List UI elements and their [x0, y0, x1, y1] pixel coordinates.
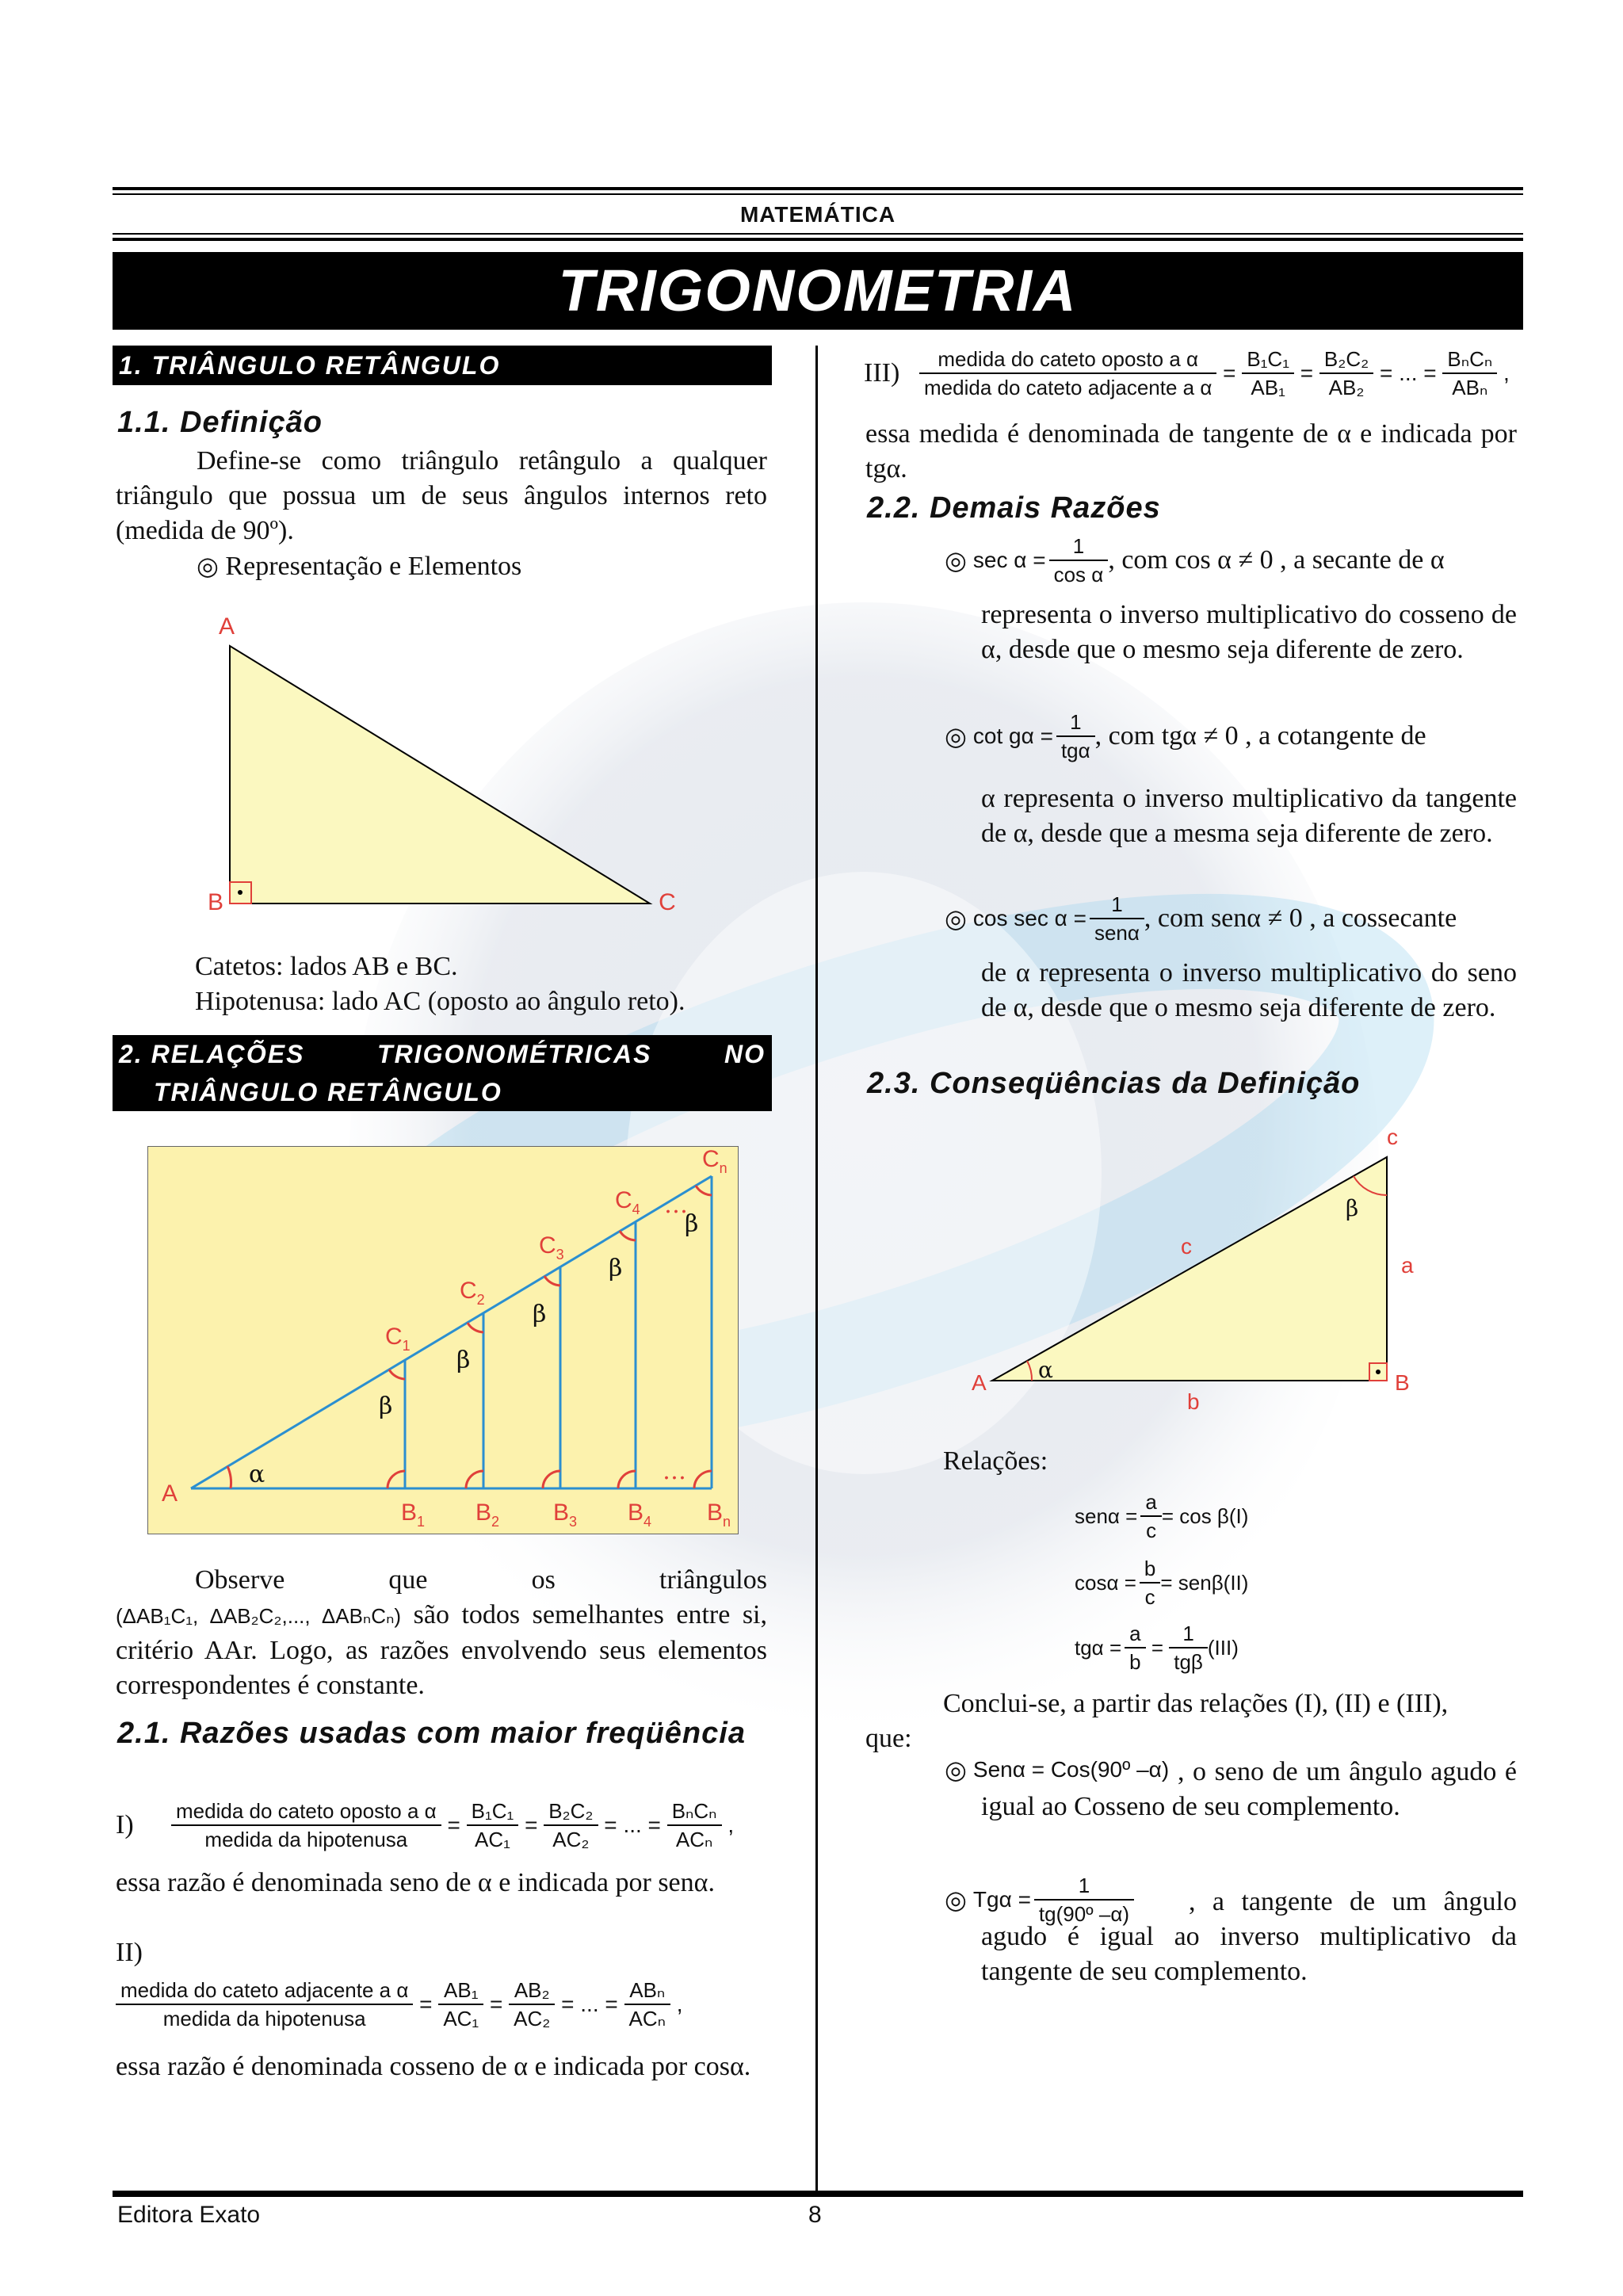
observe-math: (ΔAB₁C₁, ΔAB₂C₂,..., ΔABₙCₙ) [116, 1604, 402, 1628]
cotangent-text: α representa o inverso multiplicativo da tangente de α, desde que a mesma seja diferente de zero. [981, 784, 1517, 848]
fig2-cn: $C_n$ [702, 1146, 727, 1176]
cosecant-item: ◎ cos sec α = $\frac{1}{\text{senα}}$ , com senα ≠ 0 , a cossecante [945, 892, 1457, 945]
secant-text: representa o inverso multiplicativo do cosseno de α, desde que o mesmo seja diferente de zero. [981, 600, 1517, 664]
fig2-b2: $B_2$ [475, 1499, 500, 1530]
header-rule-top-thin [113, 193, 1523, 195]
fig2-b1: $B_1$ [401, 1499, 426, 1530]
subsection-2-1-title: 2.1. Razões usadas com maior freqüência [117, 1717, 746, 1750]
relacoes-label: Relações: [943, 1446, 1048, 1476]
section-title: TRIÂNGULO RETÂNGULO [151, 351, 501, 380]
fig2-beta-1: β [379, 1392, 393, 1420]
subsection-2-2-title: 2.2. Demais Razões [867, 491, 1161, 525]
page-title: TRIGONOMETRIA [113, 252, 1523, 330]
abc-beta: β [1346, 1195, 1359, 1221]
definition-text: Define-se como triângulo retângulo a qualquer triângulo que possua um de seus ângulos internos reto (medida de 90º). [116, 446, 767, 545]
header-rule-mid-thick [113, 238, 1523, 241]
fig2-c1: $C_1$ [385, 1324, 411, 1354]
fig2-c3: $C_3$ [539, 1232, 564, 1263]
header-rule-top [113, 187, 1523, 190]
vertex-c-label: C [659, 889, 676, 915]
conclui-text: Conclui-se, a partir das relações (I), (II) e (III), [943, 1689, 1449, 1718]
observe-line1: Observe que os triângulos [195, 1565, 767, 1595]
representation-line [197, 548, 521, 584]
section-2-title-line1: RELAÇÕES TRIGONOMÉTRICAS NO [151, 1040, 766, 1068]
ratio-num: medida do cateto adjacente a α [116, 1977, 413, 2005]
fig2-b4: $B_4$ [628, 1499, 652, 1530]
page-number: 8 [808, 2202, 822, 2228]
section-2-title-line2: TRIÂNGULO RETÂNGULO [154, 1078, 502, 1106]
fig2-b3: $B_3$ [553, 1499, 578, 1530]
relation-ii: cosα = $\frac{b}{c}$ = senβ(II) [1075, 1557, 1249, 1609]
fig2-c2: $C_2$ [460, 1278, 485, 1308]
fig2-dots-top: … [664, 1191, 688, 1219]
ratio-ii: $\frac{\text{medida do cateto adjacente a α}}{\text{medida da hipotenusa}}$ = $\frac{\text{AB₁}}{\text{AC₁}}$ = $\frac{\text{AB₂}}{\text{AC₂}}$ = ... = $\frac{\text{ABₙ}}{\text{ACₙ}}$ , [116, 1977, 773, 2032]
catetos-text: Catetos: lados AB e BC. [195, 952, 458, 981]
ratio-num: medida do cateto oposto a α [171, 1797, 441, 1826]
section-number: 2. [119, 1040, 143, 1068]
subsection-2-3-title: 2.3. Conseqüências da Definição [867, 1067, 1361, 1100]
ratio-label: III) [864, 358, 900, 388]
cotangent-item: ◎ cot gα = $\frac{1}{\text{tgα}}$ , com tgα ≠ 0 , a cotangente de [945, 710, 1426, 762]
ratio-iii-text: essa medida é denominada de tangente de α e indicada por tgα. [865, 419, 1517, 483]
subsection-1-1-title: 1.1. Definição [117, 406, 323, 439]
hipotenusa-text: Hipotenusa: lado AC (oposto ao ângulo reto). [195, 987, 685, 1016]
abc-side-b: b [1187, 1389, 1200, 1411]
fig2-dots-bottom: … [663, 1457, 686, 1485]
vertex-b-label: B [207, 889, 224, 915]
fig2-beta-n: β [685, 1210, 699, 1238]
ratio-den: medida da hipotenusa [162, 2007, 366, 2030]
abc-vertex-b: B [1395, 1370, 1410, 1395]
bullet-icon: ◎ [945, 904, 967, 934]
bullet-icon: ◎ [945, 1755, 967, 1785]
fig2-alpha: α [249, 1461, 265, 1488]
relation-iii: tgα = $\frac{a}{b}$ = $\frac{1}{\text{tgβ}}$ (III) [1075, 1622, 1239, 1674]
bullet-icon: ◎ [945, 1885, 967, 1915]
fig2-beta-2: β [456, 1347, 471, 1374]
bullet-icon: ◎ [945, 721, 967, 751]
fig2-bn: $B_n$ [707, 1499, 731, 1530]
relation-i: senα = $\frac{a}{c}$ = cos β(I) [1075, 1490, 1249, 1542]
bullet-icon: ◎ [197, 551, 219, 581]
consequence-1-text: , o seno de um ângulo agudo é igual ao Cosseno de seu complemento. [981, 1757, 1517, 1821]
fig2-vertex-a: A [162, 1480, 178, 1507]
similar-triangles-figure [147, 1146, 739, 1534]
consequence-1-math: Senα = Cos(90º –α) [972, 1757, 1170, 1782]
vertex-a-label: A [218, 613, 235, 640]
fig2-c4: $C_4$ [615, 1187, 640, 1217]
consequence-2-text: , a tangente de um ângulo agudo é igual ao inverso multiplicativo da tangente de seu complemento. [981, 1887, 1517, 1986]
abc-alpha: α [1038, 1357, 1053, 1383]
cosecant-text: de α representa o inverso multiplicativo do seno de α, desde que o mesmo seja diferente de zero. [981, 958, 1517, 1022]
observe-body [116, 1598, 767, 1703]
section-number: 1. [119, 351, 143, 380]
bullet-icon: ◎ [945, 545, 967, 575]
abc-side-c: c [1181, 1234, 1192, 1259]
section-2-header [113, 1035, 772, 1111]
abc-triangle-figure [967, 1125, 1442, 1411]
fig2-beta-4: β [609, 1255, 623, 1282]
fig2-beta-3: β [533, 1301, 547, 1328]
section-1-header [113, 346, 772, 385]
observe-text: são todos semelhantes entre si, critério AAr. Logo, as razões envolvendo seus elementos correspondentes é constante. [116, 1600, 768, 1700]
secant-item: ◎ sec α = $\frac{1}{\text{cos α}}$ , com cos α ≠ 0 , a secante de α [945, 534, 1445, 586]
consequence-2-line: ◎ Tgα = $\frac{1}{\text{tg(90º –α)}}$ [945, 1872, 1523, 1927]
right-triangle-figure [198, 610, 705, 927]
que-text: que: [865, 1724, 912, 1753]
publisher-label: Editora Exato [117, 2202, 261, 2228]
ratio-ii-text: essa razão é denominada cosseno de α e indicada por cosα. [116, 2052, 751, 2081]
abc-side-a: a [1401, 1253, 1414, 1278]
abc-vertex-c: c [1387, 1125, 1398, 1149]
ratio-iii: III) $\frac{\text{medida do cateto oposto a α}}{\text{medida do cateto adjacente a α}}$ = $\frac{\text{B₁C₁}}{\text{AB₁}}$ = $\frac{\text{B₂C₂}}{\text{AB₂}}$ = ... = $\frac{\text{BₙCₙ}}{\text{ABₙ}}$ , [864, 347, 1510, 399]
subject-label: MATEMÁTICA [739, 202, 896, 227]
ratio-ii-label: II) [116, 1938, 143, 1967]
footer-rule [113, 2191, 1523, 2197]
representation-text: Representação e Elementos [225, 552, 522, 581]
ratio-label: I) [116, 1810, 134, 1839]
header-rule-mid [113, 233, 1523, 235]
ratio-i: I) $\frac{\text{medida do cateto oposto a α}}{\text{medida da hipotenusa}}$ = $\frac{\text{B₁C₁}}{\text{AC₁}}$ = $\frac{\text{B₂C₂}}{\text{AC₂}}$ = ... = $\frac{\text{BₙCₙ}}{\text{ACₙ}}$ , [116, 1799, 735, 1851]
column-divider [815, 346, 818, 2192]
ratio-i-text: essa razão é denominada seno de α e indicada por senα. [116, 1868, 715, 1897]
ratio-den: medida da hipotenusa [204, 1828, 408, 1851]
abc-vertex-a: A [972, 1370, 987, 1395]
